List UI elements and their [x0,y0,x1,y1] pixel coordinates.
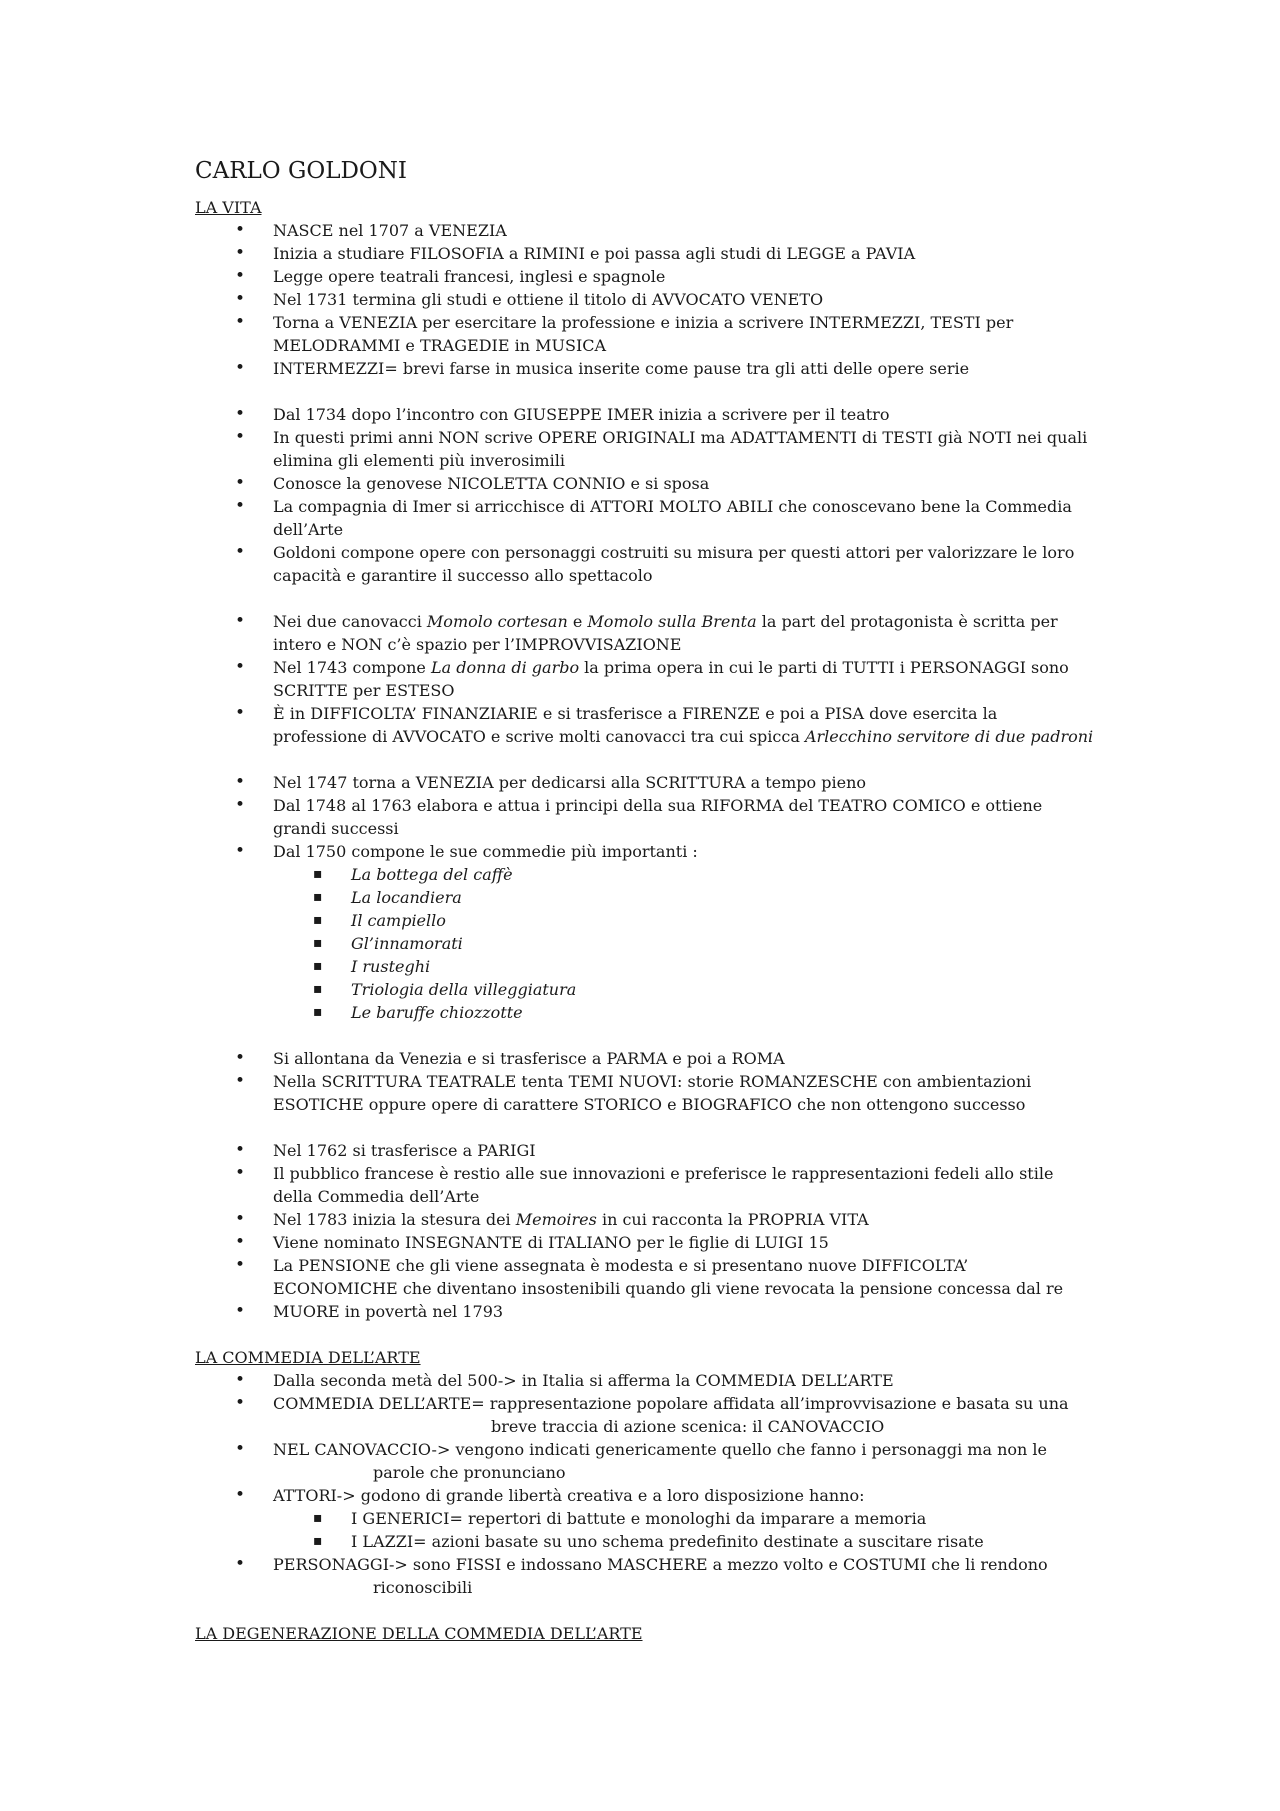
list-item [195,1553,1095,1599]
list-item: • Si allontana da Venezia e si trasferisce a PARMA e poi a ROMA [195,1047,1095,1070]
text-run: • PERSONAGGI-> sono FISSI e indossano MASCHERE a mezzo volto e COSTUMI che li rendono [273,1555,1048,1574]
list-item [195,1392,1095,1438]
work-title: Arlecchino servitore di due padroni [804,727,1094,746]
work-list-item: ▪ Il campiello [195,909,1095,932]
text-run: Nel 1743 compone [273,658,431,677]
sub-list-item: ▪ I GENERICI= repertori di battute e monologhi da imparare a memoria [195,1507,1095,1530]
text-run: parole che pronunciano [373,1463,566,1482]
vita-list [195,219,1095,1323]
work-title: Memoires [515,1210,597,1229]
list-item: • Torna a VENEZIA per esercitare la professione e inizia a scrivere INTERMEZZI, TESTI per MELODRAMMI e TRAGEDIE in MUSICA [195,311,1095,357]
list-item: • Conosce la genovese NICOLETTA CONNIO e si sposa [195,472,1095,495]
text-run: breve traccia di azione scenica: il CANOVACCIO [491,1417,885,1436]
list-item: • Goldoni compone opere con personaggi costruiti su misura per questi attori per valorizzare le loro capacità e garantire il successo allo spettacolo [195,541,1095,587]
work-list-item: ▪ Gl’innamorati [195,932,1095,955]
list-item [195,610,1095,656]
list-item [195,1438,1095,1484]
list-item: • Nel 1762 si trasferisce a PARIGI [195,1139,1095,1162]
list-item: • Dal 1748 al 1763 elabora e attua i principi della sua RIFORMA del TEATRO COMICO e ottiene grandi successi [195,794,1095,840]
list-item: • Nel 1731 termina gli studi e ottiene il titolo di AVVOCATO VENETO [195,288,1095,311]
list-item: • INTERMEZZI= brevi farse in musica inserite come pause tra gli atti delle opere serie [195,357,1095,380]
text-run: • NEL CANOVACCIO-> vengono indicati genericamente quello che fanno i personaggi ma non le [273,1440,1047,1459]
work-title: Momolo cortesan [426,612,568,631]
sub-list-item: ▪ I LAZZI= azioni basate su uno schema predefinito destinate a suscitare risate [195,1530,1095,1553]
text-run: Nei due canovacci [273,612,427,631]
text-run: e [567,612,588,631]
list-item: • La compagnia di Imer si arricchisce di ATTORI MOLTO ABILI che conoscevano bene la Commedia dell’Arte [195,495,1095,541]
work-list-item: ▪ Le baruffe chiozzotte [195,1001,1095,1024]
text-run: la prima opera in cui le parti di TUTTI i PERSONAGGI sono SCRITTE per ESTESO [273,658,1069,700]
text-run: Nel 1783 inizia la stesura dei [273,1210,516,1229]
text-run: È in DIFFICOLTA’ FINANZIARIE e si trasferisce a FIRENZE e poi a PISA dove esercita la professione di AVVOCATO e scrive molti canovacci tra cui spicca [273,704,998,746]
list-item: • Legge opere teatrali francesi, inglesi e spagnole [195,265,1095,288]
list-item: • Viene nominato INSEGNANTE di ITALIANO per le figlie di LUIGI 15 [195,1231,1095,1254]
section-heading-commedia: LA COMMEDIA DELL’ARTE [195,1348,421,1367]
list-item: • In questi primi anni NON scrive OPERE ORIGINALI ma ADATTAMENTI di TESTI già NOTI nei quali elimina gli elementi più inverosimili [195,426,1095,472]
work-title: Momolo sulla Brenta [587,612,757,631]
text-run: in cui racconta la PROPRIA VITA [596,1210,869,1229]
section-heading-degenerazione: LA DEGENERAZIONE DELLA COMMEDIA DELL’ARTE [195,1624,643,1643]
list-item [195,656,1095,702]
list-item: • La PENSIONE che gli viene assegnata è modesta e si presentano nuove DIFFICOLTA’ ECONOMICHE che diventano insostenibili quando gli viene revocata la pensione concessa dal re [195,1254,1095,1300]
work-list-item: ▪ La bottega del caffè [195,863,1095,886]
list-item: • Dal 1750 compone le sue commedie più importanti : [195,840,1095,863]
list-item: • Nel 1747 torna a VENEZIA per dedicarsi alla SCRITTURA a tempo pieno [195,771,1095,794]
section-heading-vita: LA VITA [195,198,262,217]
text-run: riconoscibili [373,1578,473,1597]
commedia-list [195,1369,1095,1599]
list-item: • Inizia a studiare FILOSOFIA a RIMINI e poi passa agli studi di LEGGE a PAVIA [195,242,1095,265]
list-item: • Nella SCRITTURA TEATRALE tenta TEMI NUOVI: storie ROMANZESCHE con ambientazioni ESOTICHE oppure opere di carattere STORICO e BIOGRAFICO che non ottengono successo [195,1070,1095,1116]
list-item [195,1208,1095,1231]
document-title: CARLO GOLDONI [195,158,407,184]
list-item: • MUORE in povertà nel 1793 [195,1300,1095,1323]
list-item: • Il pubblico francese è restio alle sue innovazioni e preferisce le rappresentazioni fedeli allo stile della Commedia dell’Arte [195,1162,1095,1208]
list-item: • NASCE nel 1707 a VENEZIA [195,219,1095,242]
text-run: • COMMEDIA DELL’ARTE= rappresentazione popolare affidata all’improvvisazione e basata su una [273,1394,1069,1413]
list-item [195,702,1095,748]
list-item: • Dal 1734 dopo l’incontro con GIUSEPPE IMER inizia a scrivere per il teatro [195,403,1095,426]
work-list-item: ▪ Triologia della villeggiatura [195,978,1095,1001]
list-item: • Dalla seconda metà del 500-> in Italia si afferma la COMMEDIA DELL’ARTE [195,1369,1095,1392]
text-run: la part del protagonista è scritta per intero e NON c’è spazio per l’IMPROVVISAZIONE [273,612,1058,654]
work-title: La donna di garbo [430,658,580,677]
list-item: • ATTORI-> godono di grande libertà creativa e a loro disposizione hanno: [195,1484,1095,1507]
work-list-item: ▪ I rusteghi [195,955,1095,978]
document-page [195,156,1095,1645]
work-list-item: ▪ La locandiera [195,886,1095,909]
